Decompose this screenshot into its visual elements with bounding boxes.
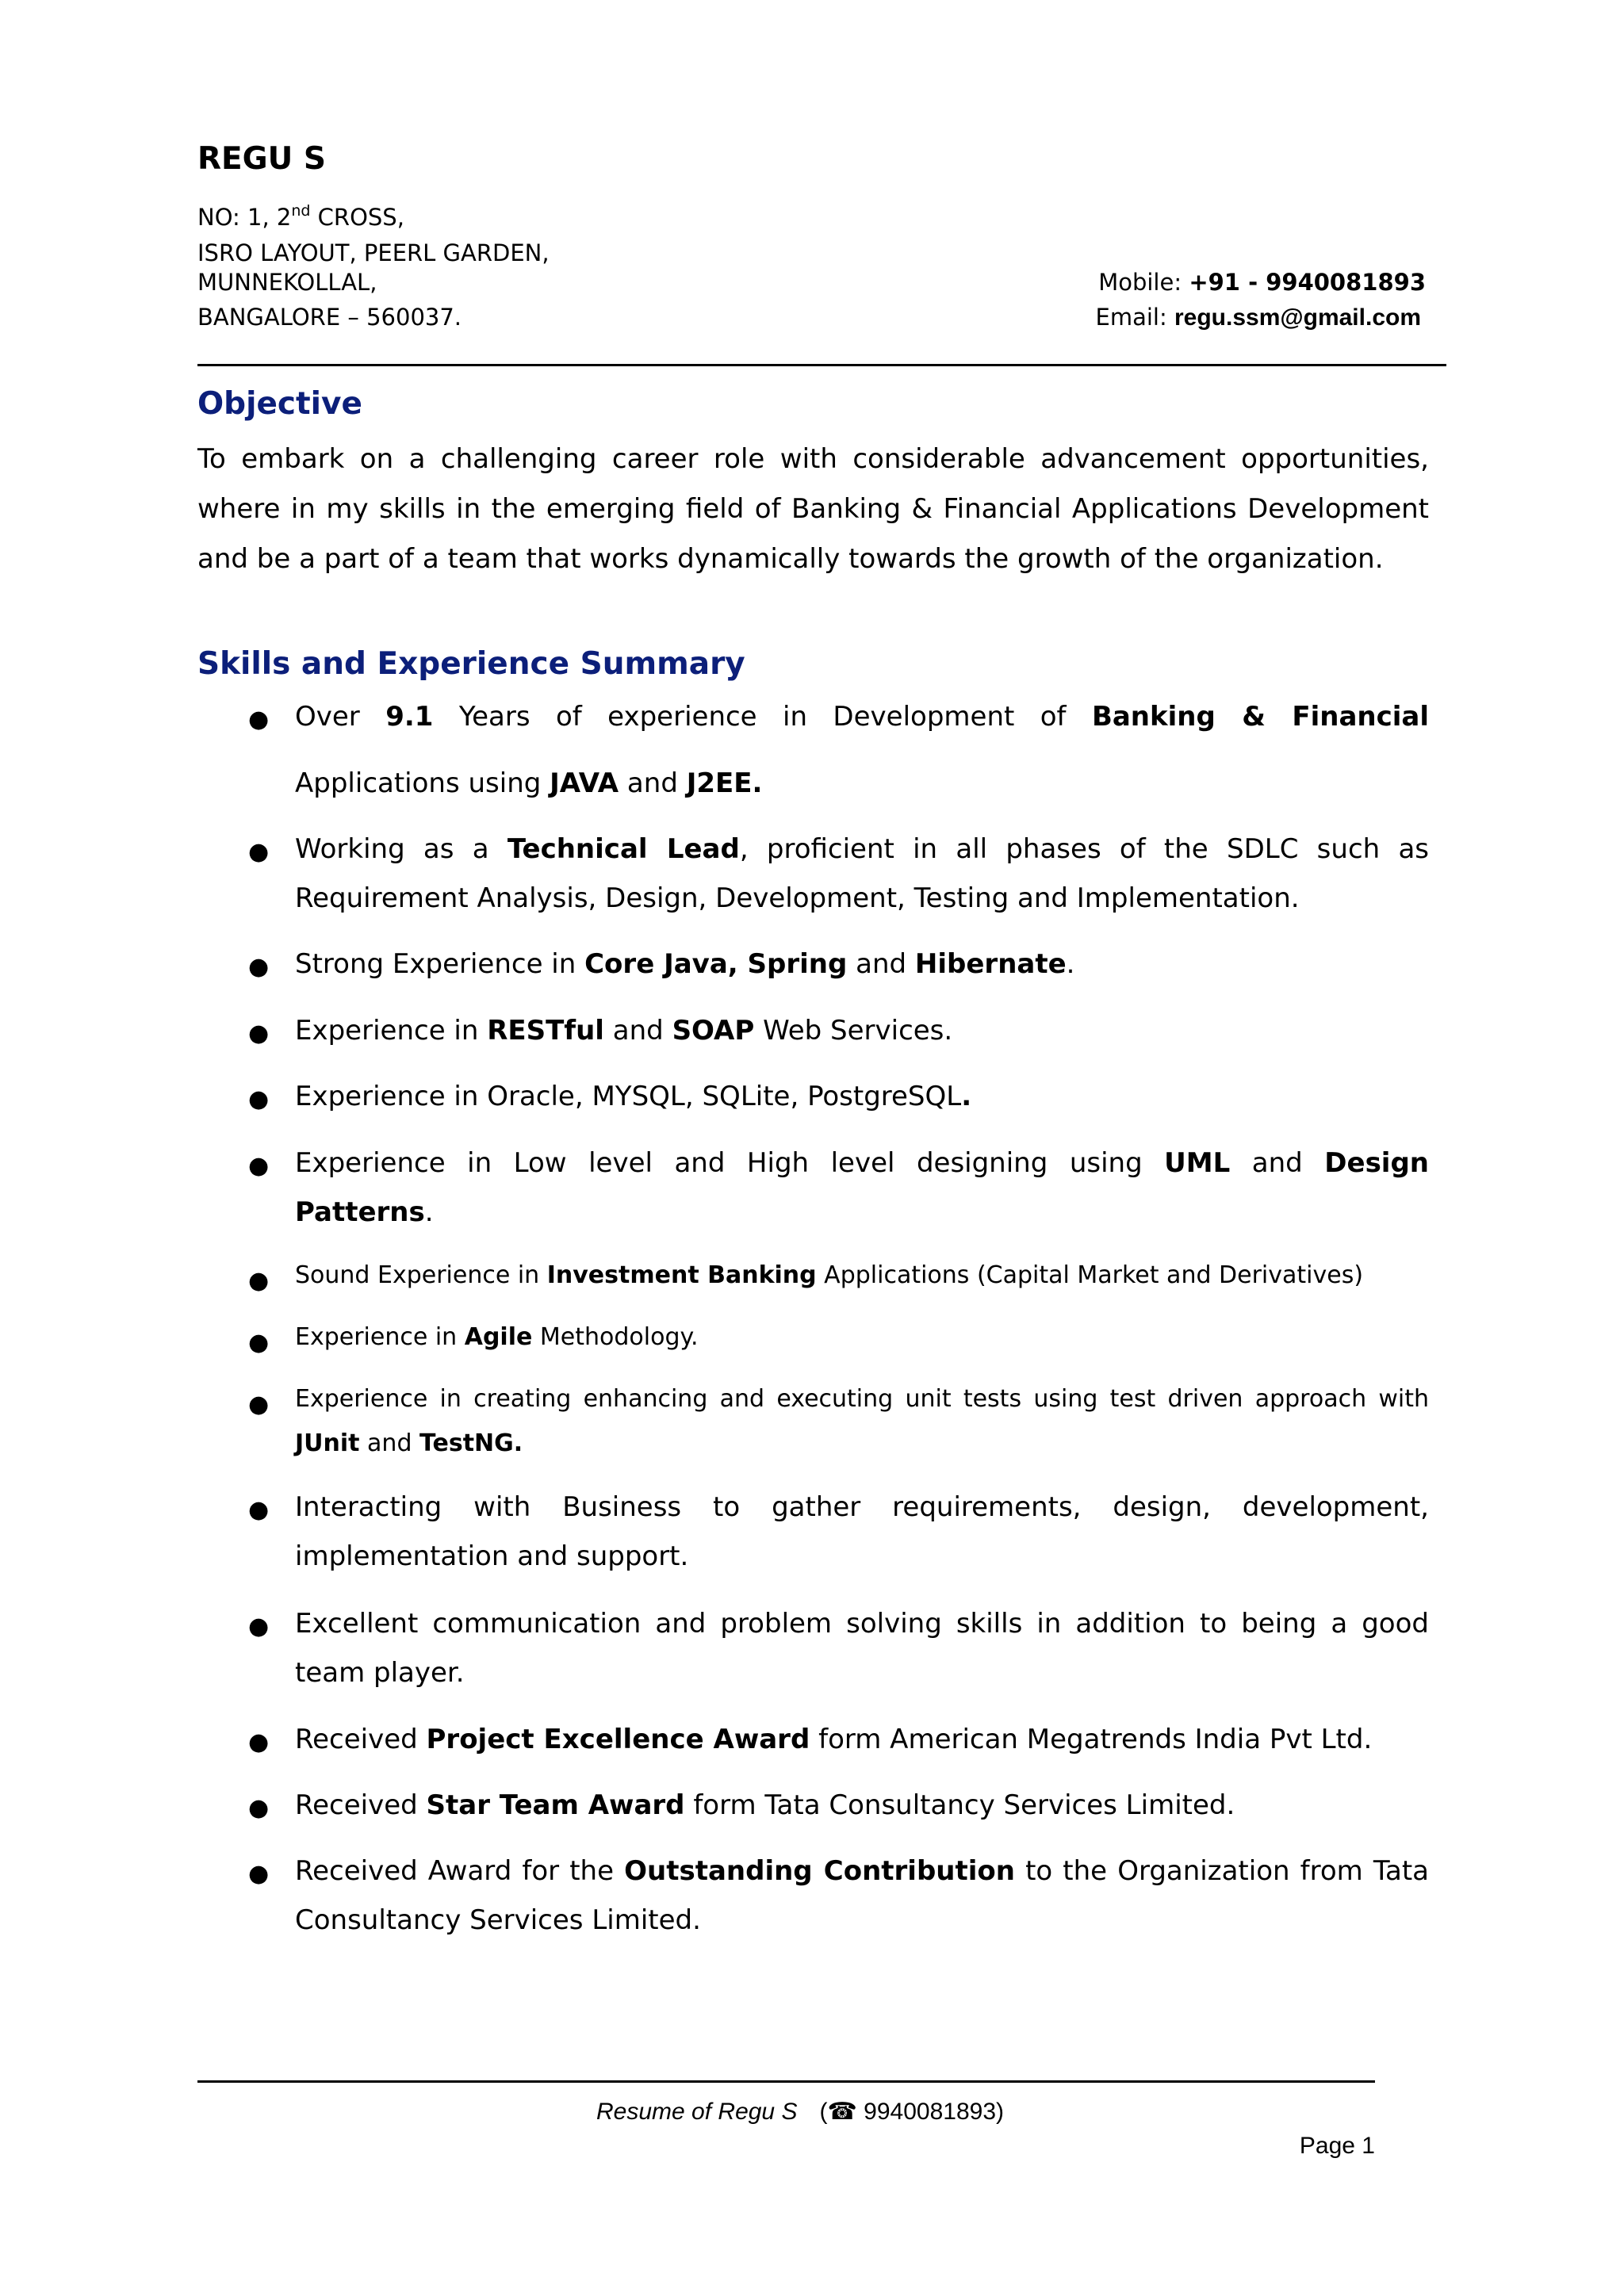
address-line-4: BANGALORE – 560037. xyxy=(197,304,462,331)
footer-phone-number: 9940081893 xyxy=(856,2099,997,2125)
mobile-number: +91 - 9940081893 xyxy=(1189,269,1426,296)
bullet-icon: ● xyxy=(248,1152,270,1180)
bullet-icon: ● xyxy=(248,1613,270,1640)
bullet-icon: ● xyxy=(248,1329,270,1357)
email-contact: Email: regu.ssm@gmail.com xyxy=(1095,304,1421,331)
address-line-3: MUNNEKOLLAL, xyxy=(197,269,377,296)
bullet-icon: ● xyxy=(248,1860,270,1888)
page-number: Page 1 xyxy=(1299,2133,1375,2159)
footer-caption: Resume of Regu S (☎ 9940081893) xyxy=(596,2099,1005,2125)
objective-heading: Objective xyxy=(197,386,362,422)
phone-icon: ☎ xyxy=(827,2099,857,2125)
bullet-icon: ● xyxy=(248,953,270,981)
mobile-contact: Mobile: +91 - 9940081893 xyxy=(1098,269,1426,296)
resume-page: REGU S NO: 1, 2nd CROSS, ISRO LAYOUT, PEERL GARDEN, MUNNEKOLLAL, BANGALORE – 560037. Mobile: +91 - 9940081893 Email: regu.ssm@gmail.com Objective To embark on a challenging career role with considerable advancement opportunities, where in my skills in the emerging field of Banking & Financial Applications Development and be a part of a team that works dynamically towards the growth of the organization. Skills and Experience Summary ● Over 9.1 Years of experience in Development of Banking & Financial Applications using JAVA and J2EE. ● Working as a Technical Lead, proficient in all phases of the SDLC such as Requirement Analysis, Design, Development, Testing and Implementation. ● Strong Experience in Core Java, Spring and Hibernate. ● Experience in RESTful and SOAP Web Services. ● Experience in Oracle, MYSQL, SQLite, PostgreSQL. ● Experience in Low level and High level designing using UML and Design Patterns. ● Sound Experience in Investment Banking Applications (Capital Market and Derivatives) ● Experience in Agile Methodology. ● Experience in creating enhancing and executing unit tests using test driven approach with JUnit and TestNG. ● Interacting with Business to gather requirements, design, development, implementation and support. ● Excellent communication and problem solving skills in addition to being a good team player. ● Received Project Excellence Award form American Megatrends India Pvt Ltd. ● Received Star Team Award form Tata Consultancy Services Limited. ● Received Award for the Outstanding Contribution to the Organization from Tata Consultancy Services Limited. Resume of Regu S (☎ 9940081893) Page 1 xyxy=(0,0,1624,2296)
bullet-icon: ● xyxy=(248,838,270,866)
bullet-icon: ● xyxy=(248,1267,270,1295)
header-divider xyxy=(197,364,1446,366)
bullet-icon: ● xyxy=(248,1085,270,1113)
bullet-icon: ● xyxy=(248,1728,270,1756)
address-line-2: ISRO LAYOUT, PEERL GARDEN, xyxy=(197,239,550,266)
address-line-1: NO: 1, 2nd CROSS, xyxy=(197,202,404,231)
bullet-icon: ● xyxy=(248,1391,270,1418)
bullet-icon: ● xyxy=(248,1496,270,1524)
objective-text: To embark on a challenging career role with considerable advancement opportunities, where in my skills in the emerging field of Banking & Financial Applications Development and be a part of a team that works dynamically towards the growth of the organization. xyxy=(197,443,1429,575)
email-address: regu.ssm@gmail.com xyxy=(1174,304,1421,331)
bullet-icon: ● xyxy=(248,706,270,733)
bullet-icon: ● xyxy=(248,1020,270,1047)
skills-heading: Skills and Experience Summary xyxy=(197,646,745,682)
candidate-name: REGU S xyxy=(197,141,327,177)
bullet-icon: ● xyxy=(248,1794,270,1822)
footer-divider xyxy=(197,2080,1375,2083)
